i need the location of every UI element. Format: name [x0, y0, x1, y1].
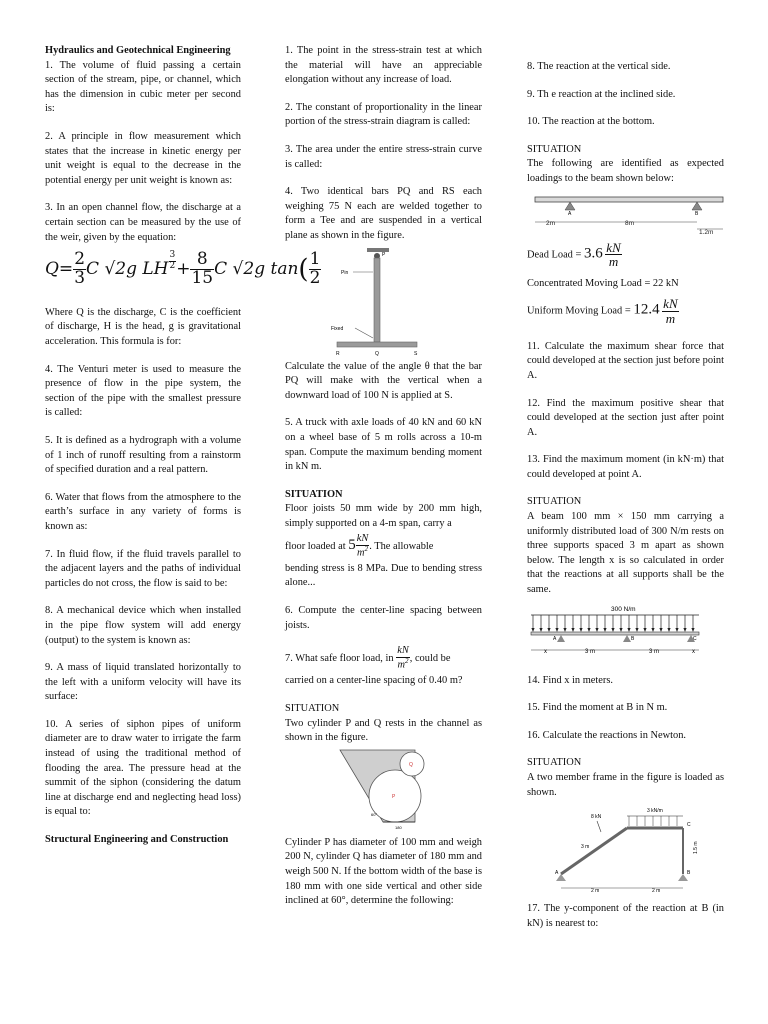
- svg-text:A: A: [553, 635, 557, 642]
- load-arrow-head: [659, 628, 662, 632]
- question-s12: 12. Find the maximum positive shear that could developed at the section just after point A.: [527, 397, 724, 438]
- question-s5: 5. A truck with axle loads of 40 kN and 60 kN on a wheel base of 5 m rolls across a 10-m span. Compute the maximum bending moment in kN m.: [285, 417, 482, 473]
- situation-3-heading: SITUATION: [527, 143, 582, 155]
- question-s13: 13. Find the maximum moment (in kN·m) that could developed at point A.: [527, 454, 724, 480]
- load-arrow-head: [539, 628, 542, 632]
- question-3: 3. In an open channel flow, the discharge at a certain section can be measured by the use of the weir, given by the equation:: [45, 202, 241, 243]
- load-arrow-head: [691, 628, 694, 632]
- load-arrow-head: [611, 628, 614, 632]
- svg-text:P: P: [382, 251, 386, 258]
- bending-stress: bending stress is 8 MPa. Due to bending stress alone...: [285, 562, 482, 589]
- load-arrow-head: [571, 628, 574, 632]
- svg-text:2m: 2m: [546, 219, 556, 227]
- beam-overhang-figure: [527, 191, 724, 235]
- uniform-moving-load: Uniform Moving Load = 12.4 $\frac{kN}{m}$: [527, 296, 678, 327]
- situation-beam-loads: The following are identified as expected loadings to the beam shown below:: [527, 158, 724, 184]
- svg-text:3 m: 3 m: [585, 648, 596, 655]
- situation-heading: SITUATION: [285, 488, 343, 500]
- cylinder-channel-figure: [285, 750, 482, 830]
- load-arrow-head: [667, 628, 670, 632]
- question-s7: 7. What safe floor load, in $\frac{kN}{m^2}$ , could be: [285, 645, 451, 671]
- question-5: 5. It is defined as a hydrograph with a volume of 1 inch of runoff resulting from a rainstorm of specified duration and a real pattern.: [45, 434, 241, 476]
- question-10: 10. A series of siphon pipes of uniform diameter are to draw water to irrigate the farm instead of using the traditional method of flooding the area. The pressure head at the summit of the siphon (considering the datum line at discharge end and neglecting head loss) is equal to:: [45, 718, 241, 818]
- question-1: 1. The volume of fluid passing a certain section of the stream, pipe, or channel, which has the dimension in cubic meter per second is:: [45, 59, 241, 115]
- load-arrow-head: [531, 628, 534, 632]
- load-arrow-head: [635, 628, 638, 632]
- svg-text:3 m: 3 m: [649, 648, 660, 655]
- load-arrow-head: [603, 628, 606, 632]
- svg-text:Pin: Pin: [341, 269, 349, 276]
- column-3: [527, 60, 724, 944]
- load-arrow-head: [683, 628, 686, 632]
- svg-text:60°: 60°: [371, 811, 378, 817]
- svg-text:S: S: [414, 350, 418, 357]
- question-s11: 11. Calculate the maximum shear force that could developed at the section just before point A.: [527, 340, 724, 381]
- svg-text:C: C: [693, 635, 697, 642]
- question-s14: 14. Find x in meters.: [527, 674, 614, 686]
- situation-2-heading: SITUATION: [285, 703, 340, 715]
- question-s16: 16. Calculate the reactions in Newton.: [527, 729, 686, 741]
- svg-text:2 m: 2 m: [652, 888, 661, 895]
- svg-text:3 m: 3 m: [581, 844, 590, 851]
- section-heading-hydraulics: Hydraulics and Geotechnical Engineering: [45, 45, 231, 56]
- svg-text:2 m: 2 m: [591, 888, 600, 895]
- load-arrow-head: [555, 628, 558, 632]
- svg-text:B: B: [687, 870, 691, 877]
- section-heading-structural: Structural Engineering and Construction: [45, 834, 229, 846]
- question-s6: 6. Compute the center-line spacing between joists.: [285, 604, 482, 631]
- question-4: 4. The Venturi meter is used to measure the presence of flow in the pipe system, the section of the pipe with the smallest pressure is called:: [45, 363, 241, 419]
- question-7: 7. In fluid flow, if the fluid travels parallel to the adjacent layers and the paths of individual particles do not cross, the flow is said to be:: [45, 548, 241, 589]
- question-s15: 15. Find the moment at B in N m.: [527, 702, 668, 714]
- svg-text:x: x: [692, 648, 695, 655]
- question-s10: 10. The reaction at the bottom.: [527, 116, 655, 128]
- formula-description: Where Q is the discharge, C is the coefficient of discharge, H is the head, g is gravitational acceleration. This formula is for:: [45, 306, 241, 347]
- svg-text:300 N/m: 300 N/m: [611, 605, 636, 613]
- svg-text:1.5 m: 1.5 m: [693, 841, 699, 855]
- svg-text:B: B: [631, 635, 635, 642]
- svg-text:B: B: [695, 210, 699, 217]
- weir-equation: Q= $\frac{2}{3}$ C √2g LH $\frac{3}{2}$ + $\frac{8}{15}$ C √2g tan( $\frac{1}{2}$: [45, 249, 321, 288]
- load-arrow-head: [675, 628, 678, 632]
- question-s17: 17. The y-component of the reaction at B (in kN) is nearest to:: [527, 903, 724, 929]
- load-arrow-head: [643, 628, 646, 632]
- situation-udl-beam: A beam 100 mm × 150 mm carrying a uniformly distributed load of 300 N/m rests on three supports spaced 3 m apart as shown below. The length x is so calculated in order that the reactions at all supports shall be the same.: [527, 511, 724, 596]
- udl-beam-figure: [527, 604, 724, 666]
- question-s9: 9. Th e reaction at the inclined side.: [527, 88, 676, 100]
- question-8: 8. A mechanical device which when installed in the pipe flow system will add energy (output) to the system is known as:: [45, 605, 241, 646]
- question-s3: 3. The area under the entire stress-strain curve is called:: [285, 143, 482, 170]
- svg-text:3 kN/m: 3 kN/m: [647, 808, 663, 815]
- two-member-frame-figure: [527, 804, 724, 894]
- svg-text:1.2m: 1.2m: [699, 228, 714, 236]
- cylinder-description: Cylinder P has diameter of 100 mm and weigh 200 N, cylinder Q has diameter of 180 mm and weigh 500 N. If the bottom width of the base is 180 mm with one side vertical and other side inclined at 60°, determine the following:: [285, 836, 482, 907]
- svg-text:Q: Q: [375, 350, 379, 357]
- question-9: 9. A mass of liquid translated horizontally to the left with a uniform velocity will have its surface:: [45, 662, 241, 703]
- column-2: [285, 44, 482, 922]
- tee-bar-figure: [285, 248, 482, 358]
- svg-text:R: R: [336, 350, 340, 357]
- situation-5-heading: SITUATION: [527, 757, 582, 769]
- load-arrow-head: [587, 628, 590, 632]
- question-s4-continued: Calculate the value of the angle θ that the bar PQ will make with the vertical when a downward load of 100 N is applied at S.: [285, 360, 482, 401]
- situation-cylinders: Two cylinder P and Q rests in the channel as shown in the figure.: [285, 717, 482, 744]
- load-arrow-head: [619, 628, 622, 632]
- load-arrow-head: [547, 628, 550, 632]
- situation-joists: Floor joists 50 mm wide by 200 mm high, simply supported on a 4-m span, carry a: [285, 503, 482, 529]
- svg-text:8 kN: 8 kN: [591, 814, 602, 821]
- situation-4-heading: SITUATION: [527, 496, 582, 508]
- svg-text:x: x: [544, 648, 547, 655]
- floor-load-line: floor loaded at 5 $\frac{kN}{m^2}$ . The allowable: [285, 533, 434, 559]
- load-arrow-head: [563, 628, 566, 632]
- svg-text:A: A: [555, 870, 559, 877]
- concentrated-moving-load: Concentrated Moving Load = 22 kN: [527, 277, 679, 289]
- load-arrow-head: [595, 628, 598, 632]
- svg-text:P: P: [392, 793, 396, 800]
- question-6: 6. Water that flows from the atmosphere to the earth’s surface in any variety of forms is known as:: [45, 491, 241, 532]
- svg-text:Fixed: Fixed: [331, 325, 344, 332]
- svg-text:8m: 8m: [625, 219, 635, 227]
- question-s7-tail: carried on a center-line spacing of 0.40 m?: [285, 675, 463, 687]
- situation-frame: A two member frame in the figure is loaded as shown.: [527, 772, 724, 798]
- dead-load: Dead Load = 3.6 $\frac{kN}{m}$: [527, 239, 621, 270]
- svg-text:180: 180: [395, 824, 402, 830]
- load-arrow-head: [579, 628, 582, 632]
- question-2: 2. A principle in flow measurement which states that the increase in kinetic energy per unit weight is equal to the decrease in the potential energy per unit weight is known as:: [45, 130, 241, 186]
- svg-text:C: C: [687, 822, 691, 829]
- question-s2: 2. The constant of proportionality in the linear portion of the stress-strain diagram is called:: [285, 101, 482, 128]
- load-arrow-head: [651, 628, 654, 632]
- question-s8: 8. The reaction at the vertical side.: [527, 61, 671, 72]
- svg-text:Q: Q: [409, 761, 413, 768]
- question-s4: 4. Two identical bars PQ and RS each weighing 75 N each are welded together to form a Tee and are suspended in a vertical plane as shown in the figure.: [285, 186, 482, 241]
- load-arrow-head: [627, 628, 630, 632]
- svg-text:A: A: [568, 210, 572, 217]
- question-s1: 1. The point in the stress-strain test at which the material will have an appreciable elongation without any increase of load.: [285, 45, 482, 86]
